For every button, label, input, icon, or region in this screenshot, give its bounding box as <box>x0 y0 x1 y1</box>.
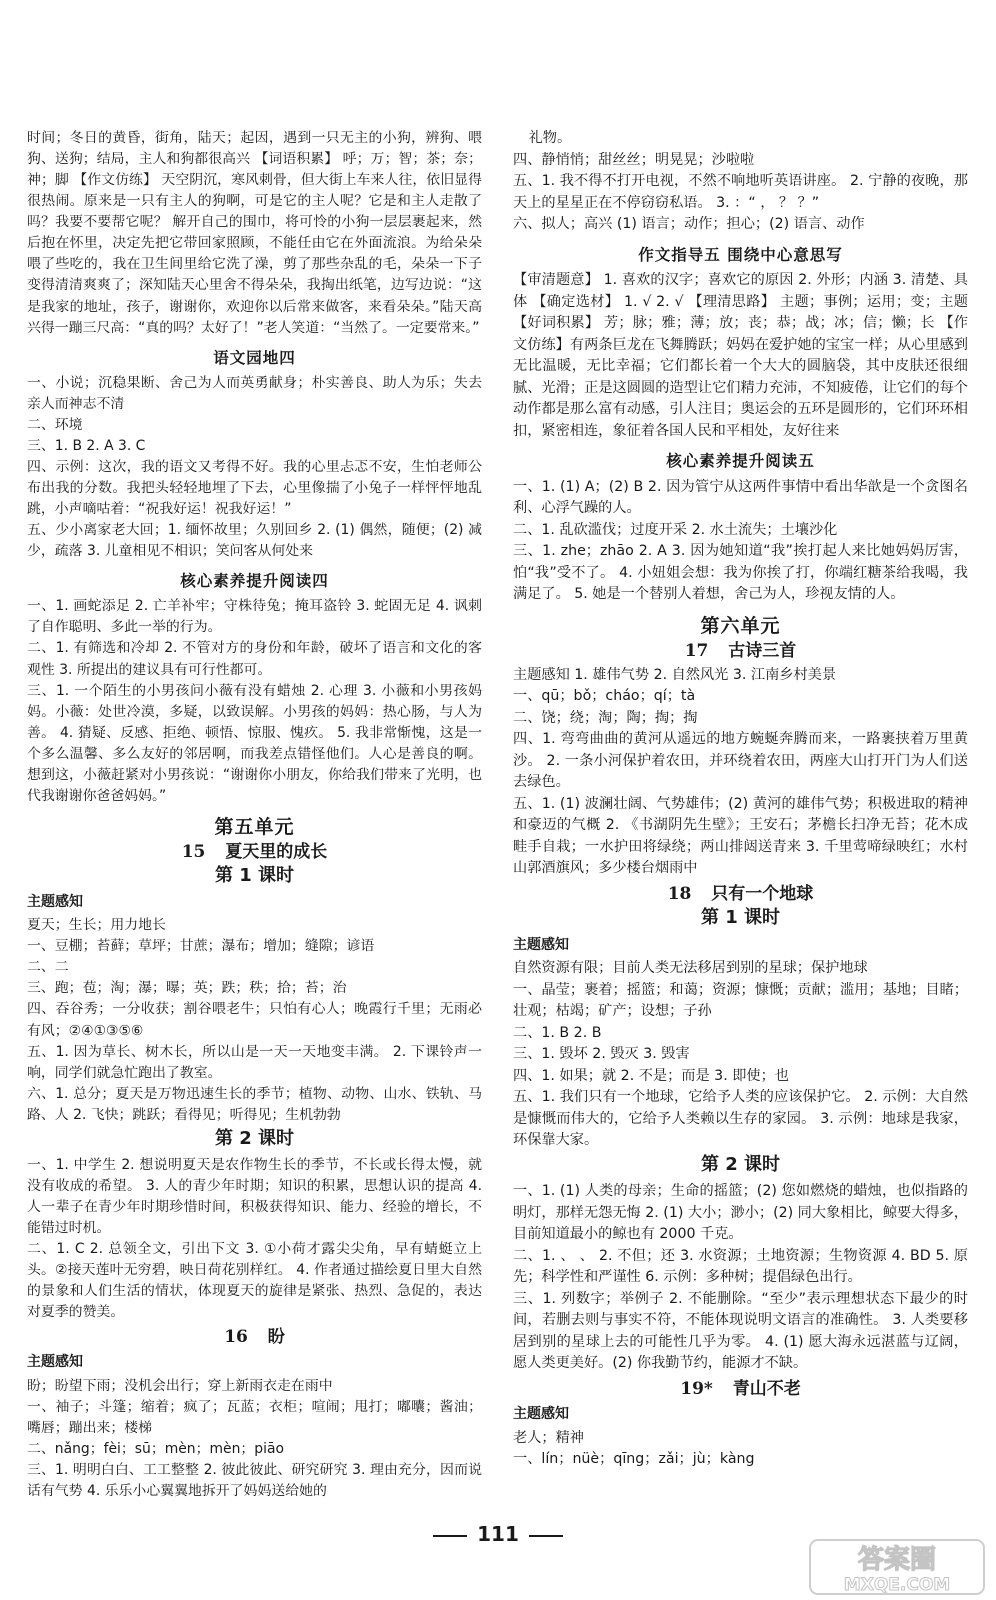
right-paragraph: 四、1. 如果；就 2. 不是；而是 3. 即使；也 <box>513 1067 789 1084</box>
right-paragraph: 主题感知 1. 雄伟气势 2. 自然风光 3. 江南乡村美景 <box>513 666 837 683</box>
left-subheading: 主题感知 <box>27 1354 83 1371</box>
watermark-subtext: MXQE.COM <box>843 1575 951 1595</box>
left-paragraph: 一、豆棚；苔藓；草坪；甘蔗；瀑布；增加；缝隙；谚语 <box>27 938 375 955</box>
left-paragraph: 五、1. 因为草长、树木长，所以山是一天一天地变丰满。 2. 下课铃声一响，同学们就急忙跑出了教室。 <box>27 1043 482 1081</box>
page-number-text: 111 <box>477 1522 519 1546</box>
right-paragraph: 老人；精神 <box>513 1429 584 1446</box>
left-paragraph: 盼；盼望下雨；没机会出行；穿上新雨衣走在雨中 <box>27 1377 333 1394</box>
page-number-dash-right <box>529 1535 563 1537</box>
right-section-heading: 作文指导五 围绕中心意思写 <box>638 244 843 264</box>
right-paragraph: 礼物。 <box>528 130 572 146</box>
left-paragraph: 夏天；生长；用力地长 <box>27 917 166 934</box>
left-paragraph: 时间；冬日的黄昏，街角，陆天；起因，遇到一只无主的小狗，辨狗、喂狗、送狗；结局，主人和狗都很高兴 【词语积累】 呼；万；智；茶；奈；神；脚 【作文仿练】 天空阴沉，寒风刺骨，但大街上车来人往，依旧显得很热闹。原来是一只有主人的狗啊，可是它的主人呢？它是和主人走散了吗？我要不要帮它呢？ 解开自己的围巾，将可怜的小狗一层层裹起来，然后抱在怀里，决定先把它带回家照顾，不能任由它在外面流浪。为给朵朵喂了些吃的，我在卫生间里给它洗了澡，剪了那些杂乱的毛，朵朵一下子变得清清爽爽了；深知陆天心里舍不得朵朵，我掏出纸笔，边写边说：“这是我家的地址，孩子，谢谢你，欢迎你以后常来做客，来看朵朵。”陆天高兴得一蹦三尺高：“真的吗？太好了！”老人笑道：“当然了。一定要常来。” <box>27 130 482 336</box>
right-paragraph: 三、1. 列数字；举例子 2. 不能删除。“至少”表示理想状态下最少的时间，若删去则与事实不符，不能体现说明文语言的准确性。 3. 人类要移居到别的星球上去的可能性几乎为零。 4. (1) 愿大海永远湛蓝与辽阔，愿人类更美好。(2) 你我勤节约，能源才不缺。 <box>513 1290 968 1371</box>
right-paragraph: 【审清题意】 1. 喜欢的汉字；喜欢它的原因 2. 外形；内涵 3. 清楚、具体 【确定选材】 1. √ 2. √ 【理清思路】 主题；事例；运用；变；主题 【好词积累】 芳；脉；雅；薄；放；丧；恭；战；冰；信；懒；长 【作文仿练】有两条巨龙在飞舞腾跃；妈妈在爱护她的宝宝一样；从心里感到无比温暖，无比幸福；它们都长着一个大大的圆脑袋，其中皮肤还很细腻、光滑；正是这圆圆的造型让它们精力充沛，不知疲倦，让它们的每个动作都是那么富有动感，引人注目；奥运会的五环是圆形的，它们环环相扣，紧密相连，象征着各国人民和平相处，友好往来 <box>513 272 973 439</box>
right-paragraph: 四、静悄悄；甜丝丝；明晃晃；沙啦啦 <box>513 151 755 168</box>
left-paragraph: 二、二 <box>27 959 69 976</box>
right-paragraph: 一、晶莹；裹着；摇篮；和蔼；资源；慷慨；贡献；滥用；基地；目睹；壮观；枯竭；矿产；设想；子孙 <box>513 981 968 1019</box>
right-period-heading: 第 1 课时 <box>700 907 781 928</box>
left-paragraph: 五、少小离家老大回；1. 缅怀故里；久别回乡 2. (1) 偶然，随便；(2) 减少，疏落 3. 儿童相见不相识；笑问客从何处来 <box>27 522 482 560</box>
left-lesson-heading: 15 夏天里的成长 <box>181 842 328 862</box>
right-paragraph: 三、1. zhe；zhāo 2. A 3. 因为她知道“我”挨打起人来比她妈妈厉害，怕“我”受不了。 4. 小妞姐会想：我为你挨了打，你端红糖茶给我喝，我满足了。 5. 她是一个替别人着想，舍己为人，珍视友情的人。 <box>513 543 968 602</box>
left-paragraph: 二、环境 <box>27 416 83 433</box>
right-subheading: 主题感知 <box>513 936 569 953</box>
watermark-logo <box>808 1538 986 1596</box>
right-lesson-heading: 18 只有一个地球 <box>667 883 814 904</box>
right-paragraph: 二、饶；绕；淘；陶；掏；掏 <box>513 709 698 726</box>
left-section-heading: 核心素养提升阅读四 <box>180 571 329 591</box>
left-paragraph: 一、1. 中学生 2. 想说明夏天是农作物生长的季节，不长或长得太慢，就没有收成的希望。 3. 人的青少年时期；知识的积累，思想认识的提高 4. 人一辈子在青少年时期珍惜时间，积极获得知识、能力、经验的增长，不能错过时机。 <box>27 1156 487 1237</box>
right-paragraph: 二、1. 乱砍滥伐；过度开采 2. 水土流失；土壤沙化 <box>513 521 838 538</box>
left-subheading: 主题感知 <box>27 894 83 911</box>
left-lesson-heading: 16 盼 <box>224 1327 285 1348</box>
watermark-graphic <box>808 1538 986 1596</box>
right-paragraph: 一、qū；bǒ；cháo；qí；tà <box>513 688 696 704</box>
right-paragraph: 二、1. B 2. B <box>513 1024 602 1041</box>
right-paragraph: 自然资源有限；目前人类无法移居到别的星球；保护地球 <box>513 960 868 976</box>
left-paragraph: 三、1. B 2. A 3. C <box>27 437 146 454</box>
right-period-heading: 第 2 课时 <box>700 1153 781 1175</box>
right-paragraph: 四、1. 弯弯曲曲的黄河从遥远的地方蜿蜒奔腾而来，一路裹挟着万里黄沙。 2. 一条小河保护着农田，并环绕着农田，两座大山打开门为人们送去绿色。 <box>513 731 968 790</box>
right-paragraph: 五、1. 我不得不打开电视，不然不响地听英语讲座。 2. 宁静的夜晚，那天上的星星正在不停窃窃私语。 3. ：“ ， ？ ？” <box>513 173 968 211</box>
left-paragraph: 二、1. 有筛选和冷却 2. 不管对方的身份和年龄，破坏了语言和文化的客观性 3. 所提出的建议具有可行性都可。 <box>27 640 482 678</box>
left-paragraph: 三、1. 明明白白、工工整整 2. 彼此彼此、研究研究 3. 理由充分，因而说话有气势 4. 乐乐小心翼翼地拆开了妈妈送给她的 <box>27 1461 482 1499</box>
right-paragraph: 一、lín；nüè；qīng；zǎi；jù；kàng <box>513 1451 755 1467</box>
right-section-heading: 核心素养提升阅读五 <box>666 451 815 470</box>
right-paragraph: 五、1. 我们只有一个地球，它给予人类的应该保护它。 2. 示例：大自然是慷慨而伟大的，它给予人类赖以生存的家园。 3. 示例：地球是我家，环保靠大家。 <box>513 1089 968 1148</box>
left-column <box>27 128 487 1502</box>
left-paragraph: 一、小说；沉稳果断、舍己为人而英勇献身；朴实善良、助人为乐；失去亲人而神志不清 <box>27 374 482 412</box>
left-period-heading: 第 2 课时 <box>214 1127 295 1149</box>
right-lesson-heading: 17 古诗三首 <box>684 641 797 661</box>
left-paragraph: 一、袖子；斗篷；缩着；疯了；瓦蓝；衣柜；喧闹；甩打；嘟囔；酱油；嘴唇；蹦出来；楼梯 <box>27 1398 482 1436</box>
right-paragraph: 三、1. 毁坏 2. 毁灭 3. 毁害 <box>513 1046 690 1062</box>
left-paragraph: 六、1. 总分；夏天是万物迅速生长的季节；植物、动物、山水、铁轨、马路、人 2. 飞快；跳跃；看得见；听得见；生机勃勃 <box>27 1085 482 1123</box>
right-subheading: 主题感知 <box>513 1406 569 1422</box>
watermark-text: 答案圈 <box>857 1545 937 1575</box>
page-number-dash-left <box>433 1535 467 1537</box>
left-paragraph: 一、1. 画蛇添足 2. 亡羊补牢；守株待兔；掩耳盗铃 3. 蛇固无足 4. 讽刺了自作聪明、多此一举的行为。 <box>27 598 482 636</box>
right-paragraph: 五、1. (1) 波澜壮阔、气势雄伟；(2) 黄河的雄伟气势；积极进取的精神和豪迈的气概 2. 《书湖阴先生壁》；王安石；茅檐长扫净无苔；花木成畦手自栽；一水护田将绿绕；两山排闼送青来 3. 千里莺啼绿映红；水村山郭酒旗风；多少楼台烟雨中 <box>513 795 968 876</box>
right-paragraph: 二、1. 、 、 2. 不但；还 3. 水资源；土地资源；生物资源 4. BD 5. 原先；科学性和严谨性 6. 示例：多种树；提倡绿色出行。 <box>513 1247 968 1285</box>
right-lesson-heading: 19* 青山不老 <box>680 1378 801 1399</box>
left-paragraph: 二、nǎng；fèi；sū；mèn；mèn；piāo <box>27 1440 284 1457</box>
right-paragraph: 六、拟人；高兴 (1) 语言；动作；担心；(2) 语言、动作 <box>513 216 865 232</box>
left-paragraph: 四、吞谷秀；一分收获；割谷喂老牛；只怕有心人；晚霞行千里；无雨必有风；②④①③⑤⑥ <box>27 1001 482 1039</box>
left-unit-heading: 第五单元 <box>214 815 295 838</box>
right-paragraph: 一、1. (1) A；(2) B 2. 因为管宁从这两件事情中看出华歆是一个贪图名利、心浮气躁的人。 <box>513 478 968 516</box>
left-paragraph: 二、1. C 2. 总领全文，引出下文 3. ①小荷才露尖尖角，早有蜻蜓立上头。②接天莲叶无穷碧，映日荷花别样红。 4. 作者通过描绘夏日里大自然的景象和人们生活的情状，体现夏天的旋律是紧张、热烈、急促的，表达对夏季的赞美。 <box>27 1241 482 1321</box>
left-period-heading: 第 1 课时 <box>214 865 295 887</box>
left-paragraph: 三、1. 一个陌生的小男孩问小薇有没有蜡烛 2. 心理 3. 小薇和小男孩妈妈。小薇：处世冷漠，多疑，以致误解。小男孩的妈妈：热心肠，与人为善。 4. 猜疑、反感、拒绝、顿悟、惊服、愧疚。 5. 我非常惭愧，这是一个多么温馨、多么友好的邻居啊，而我差点错怪他们。人心是善良的啊。想到这，小薇赶紧对小男孩说：“谢谢你小朋友，你给我们带来了光明，也代我谢谢你爸爸妈妈。” <box>27 682 482 804</box>
right-paragraph: 一、1. (1) 人类的母亲；生命的摇篮；(2) 您如燃烧的蜡烛，也似指路的明灯，那样无怨无悔 2. (1) 大小；渺小；(2) 同大象相比，鲸要大得多，目前知道最小的鲸也有 2000 千克。 <box>513 1183 968 1242</box>
left-paragraph: 三、跑；苞；淘；瀑；曝；英；跌；秩；拾；苔；治 <box>27 980 347 997</box>
right-unit-heading: 第六单元 <box>700 614 781 637</box>
left-section-heading: 语文园地四 <box>213 347 296 367</box>
left-paragraph: 四、示例：这次，我的语文又考得不好。我的心里忐忑不安，生怕老师公布出我的分数。我把头轻轻地埋了下去，心里像揣了小兔子一样怦怦地乱跳，小声嘀咕着：“祝我好运！祝我好运！” <box>27 458 482 518</box>
right-column <box>513 128 973 1471</box>
